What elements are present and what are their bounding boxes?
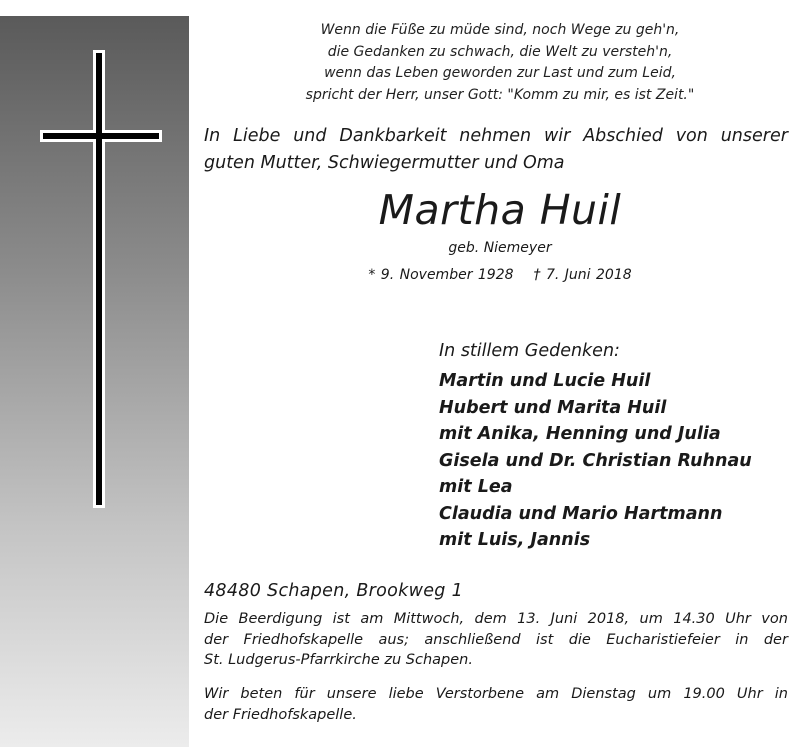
word: Uhr bbox=[725, 611, 751, 627]
word: Uhr bbox=[736, 686, 763, 702]
word: Beerdigung bbox=[238, 611, 323, 627]
word: Eucharistiefeier bbox=[606, 631, 720, 648]
poem-line: spricht der Herr, unser Gott: "Komm zu mir, es ist Zeit." bbox=[305, 86, 695, 103]
word: 13. bbox=[517, 611, 541, 627]
word: Dienstag bbox=[571, 686, 636, 702]
word: In bbox=[204, 126, 221, 146]
word: Dankbarkeit bbox=[339, 126, 447, 146]
poem bbox=[204, 20, 796, 106]
cross-icon bbox=[0, 16, 189, 747]
family-line: Claudia und Mario Hartmann bbox=[439, 504, 723, 524]
prayer-notice bbox=[204, 684, 788, 725]
mourners-heading: In stillem Gedenken: bbox=[439, 341, 620, 361]
word: Liebe bbox=[233, 126, 281, 146]
address: 48480 Schapen, Brookweg 1 bbox=[204, 581, 464, 601]
word: 14.30 bbox=[673, 611, 715, 627]
funeral-notice-line-3: St. Ludgerus-Pfarrkirche zu Schapen. bbox=[204, 652, 473, 668]
word: 2018, bbox=[587, 611, 630, 627]
sidebar-gradient-panel bbox=[0, 16, 189, 747]
word: in bbox=[774, 686, 788, 702]
family-entry bbox=[439, 501, 752, 553]
word: der bbox=[763, 631, 788, 648]
word: ist bbox=[536, 631, 554, 648]
word: dem bbox=[474, 611, 507, 627]
word: von bbox=[761, 611, 788, 627]
family-line: mit Luis, Jannis bbox=[439, 530, 591, 550]
word: 19.00 bbox=[683, 686, 725, 702]
poem-line: die Gedanken zu schwach, die Welt zu versteh'n, bbox=[327, 43, 673, 60]
deceased-name: Martha Huil bbox=[378, 186, 622, 234]
family-entry bbox=[439, 448, 752, 500]
word: Mittwoch, bbox=[393, 611, 465, 627]
funeral-notice-line-2 bbox=[204, 630, 788, 651]
word: Friedhofskapelle bbox=[243, 631, 364, 648]
word: um bbox=[639, 611, 663, 627]
word: und bbox=[293, 126, 327, 146]
life-dates bbox=[204, 265, 796, 285]
word: am bbox=[360, 611, 384, 627]
family-line: mit Anika, Henning und Julia bbox=[439, 424, 721, 444]
word: Abschied bbox=[583, 126, 663, 146]
family-entry bbox=[439, 395, 752, 447]
funeral-notice-line-1 bbox=[204, 609, 788, 630]
word: der bbox=[204, 631, 229, 648]
poem-line: Wenn die Füße zu müde sind, noch Wege zu geh'n, bbox=[320, 22, 680, 38]
family-line: Gisela und Dr. Christian Ruhnau bbox=[439, 451, 752, 471]
funeral-notice bbox=[204, 609, 788, 671]
prayer-notice-line-1 bbox=[204, 684, 788, 705]
family-line: mit Lea bbox=[439, 477, 513, 497]
word: unsere bbox=[326, 686, 377, 702]
word: wir bbox=[543, 126, 571, 146]
word: nehmen bbox=[459, 126, 532, 146]
word: in bbox=[735, 631, 749, 648]
intro-line-2: guten Mutter, Schwiegermutter und Oma bbox=[204, 153, 565, 173]
word: von bbox=[675, 126, 708, 146]
word: die bbox=[568, 631, 591, 648]
word: liebe bbox=[388, 686, 424, 702]
poem-line: wenn das Leben geworden zur Last und zum Leid, bbox=[324, 65, 676, 81]
family-entry bbox=[439, 368, 752, 394]
word: unserer bbox=[720, 126, 788, 146]
word: beten bbox=[240, 686, 283, 702]
word: Wir bbox=[204, 686, 229, 702]
family-line: Hubert und Marita Huil bbox=[439, 398, 667, 418]
word: ist bbox=[332, 611, 350, 627]
birth-name: geb. Niemeyer bbox=[448, 240, 552, 256]
word: anschließend bbox=[424, 631, 521, 648]
prayer-notice-line-2: der Friedhofskapelle. bbox=[204, 706, 357, 723]
death-date: † 7. Juni 2018 bbox=[533, 267, 632, 283]
word: am bbox=[536, 686, 560, 702]
word: Die bbox=[204, 611, 229, 627]
word: für bbox=[294, 686, 315, 702]
word: Verstorbene bbox=[435, 686, 525, 702]
birth-date: * 9. November 1928 bbox=[368, 267, 514, 283]
word: Juni bbox=[550, 611, 578, 627]
mourners-block bbox=[439, 338, 752, 554]
farewell-intro bbox=[204, 123, 788, 177]
word: um bbox=[647, 686, 672, 702]
word: aus; bbox=[378, 631, 409, 648]
family-line: Martin und Lucie Huil bbox=[439, 371, 651, 391]
intro-line-1 bbox=[204, 123, 788, 150]
